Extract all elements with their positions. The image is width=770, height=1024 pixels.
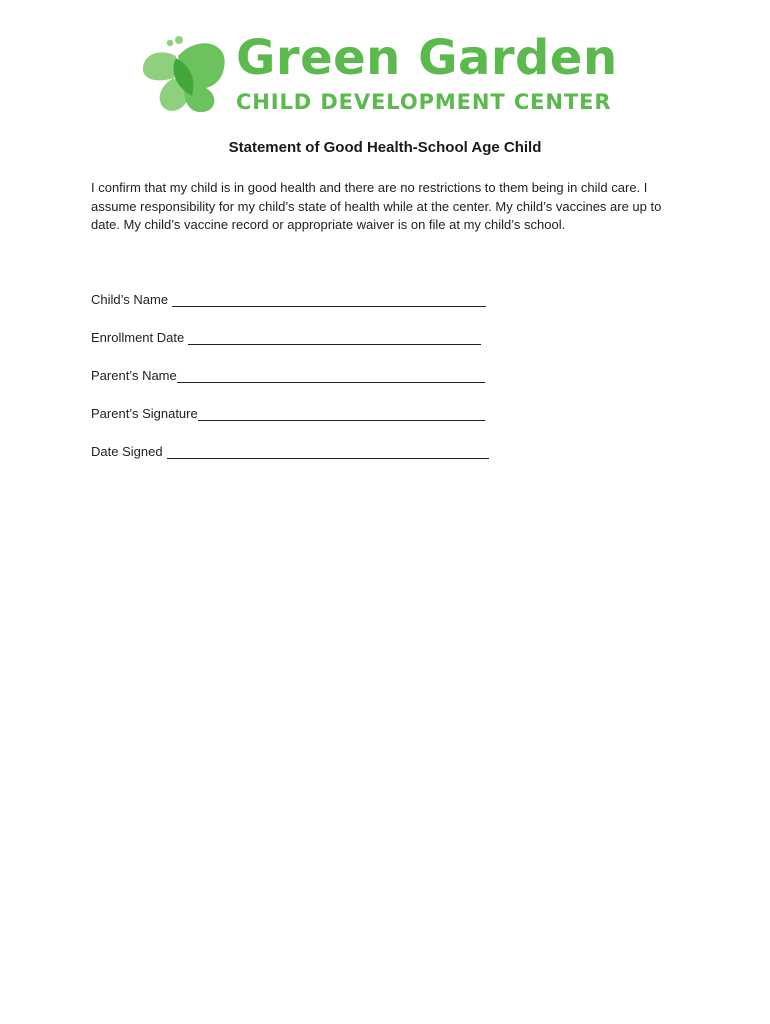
field-label: Parent’s Signature bbox=[91, 406, 198, 421]
date-signed-field[interactable] bbox=[91, 444, 489, 459]
parents-signature-line[interactable] bbox=[198, 406, 485, 421]
childs-name-field[interactable] bbox=[91, 292, 486, 307]
field-label: Enrollment Date bbox=[91, 330, 185, 345]
logo bbox=[140, 30, 618, 118]
brand-name: Green Garden bbox=[236, 30, 618, 86]
childs-name-line[interactable] bbox=[172, 292, 486, 307]
enrollment-date-line[interactable] bbox=[188, 330, 481, 345]
parents-signature-field[interactable] bbox=[91, 406, 485, 421]
butterfly-leaf-icon bbox=[140, 34, 230, 118]
enrollment-date-field[interactable] bbox=[91, 330, 481, 345]
parents-name-field[interactable] bbox=[91, 368, 485, 383]
parents-name-line[interactable] bbox=[177, 368, 485, 383]
brand-subtitle: CHILD DEVELOPMENT CENTER bbox=[236, 90, 612, 114]
statement-paragraph: I confirm that my child is in good health and there are no restrictions to them being in child care. I assume responsibility for my child’s state of health while at the center. My child’s vaccines are up to date. My child’s vaccine record or appropriate waiver is on file at my child’s school. bbox=[91, 180, 662, 232]
field-label: Date Signed bbox=[91, 444, 163, 459]
date-signed-line[interactable] bbox=[167, 444, 489, 459]
field-label: Parent’s Name bbox=[91, 368, 177, 383]
document-title: Statement of Good Health-School Age Child bbox=[228, 139, 542, 156]
field-label: Child’s Name bbox=[91, 292, 169, 307]
